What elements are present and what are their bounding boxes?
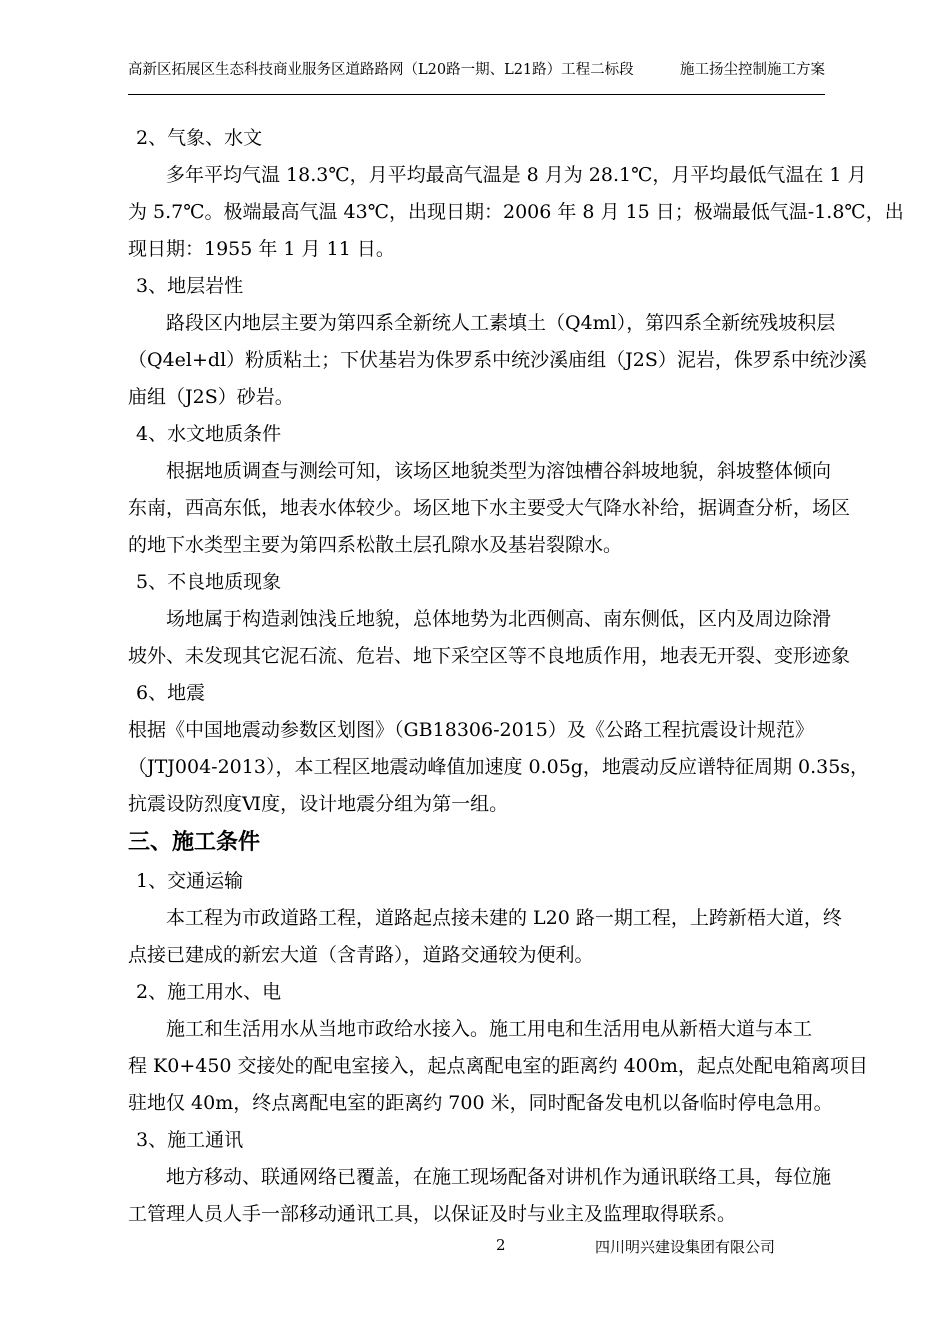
paragraph-line: 为 5.7℃。极端最高气温 43℃，出现日期：2006 年 8 月 15 日；极端最低气温-1.8℃，出 <box>128 201 904 223</box>
page-footer <box>0 1236 950 1260</box>
paragraph-line: 多年平均气温 18.3℃，月平均最高气温是 8 月为 28.1℃，月平均最低气温在 1 月 <box>166 164 867 186</box>
paragraph-line: 的地下水类型主要为第四系松散土层孔隙水及基岩裂隙水。 <box>128 534 623 556</box>
paragraph-line: 施工和生活用水从当地市政给水接入。施工用电和生活用电从新梧大道与本工 <box>166 1018 813 1040</box>
subheading-communications: 3、施工通讯 <box>136 1129 244 1151</box>
paragraph-line: 工管理人员人手一部移动通讯工具，以保证及时与业主及监理取得联系。 <box>128 1203 737 1225</box>
paragraph-line: 根据《中国地震动参数区划图》（GB18306-2015）及《公路工程抗震设计规范》 <box>128 719 814 741</box>
paragraph-line: （Q4el+dl）粉质粘土；下伏基岩为侏罗系中统沙溪庙组（J2S）泥岩，侏罗系中统沙溪 <box>128 349 867 371</box>
subheading-strata: 3、地层岩性 <box>136 275 244 297</box>
subheading-earthquake: 6、地震 <box>136 682 206 704</box>
paragraph-line: 庙组（J2S）砂岩。 <box>128 386 294 408</box>
page-number: 2 <box>496 1236 506 1254</box>
company-name: 四川明兴建设集团有限公司 <box>595 1238 776 1256</box>
section-heading: 三、施工条件 <box>128 830 261 855</box>
document-title: 施工扬尘控制施工方案 <box>680 62 825 78</box>
paragraph-line: 坡外、未发现其它泥石流、危岩、地下采空区等不良地质作用，地表无开裂、变形迹象 <box>128 645 851 667</box>
paragraph-line: 场地属于构造剥蚀浅丘地貌，总体地势为北西侧高、南东侧低，区内及周边除滑 <box>166 608 832 630</box>
paragraph-line: 根据地质调查与测绘可知，该场区地貌类型为溶蚀槽谷斜坡地貌，斜坡整体倾向 <box>166 460 832 482</box>
paragraph-line: （JTJ004-2013），本工程区地震动峰值加速度 0.05g，地震动反应谱特征周期 0.35s， <box>128 756 870 778</box>
paragraph-line: 程 K0+450 交接处的配电室接入，起点离配电室的距离约 400m，起点处配电箱离项目 <box>128 1055 868 1077</box>
paragraph-line: 抗震设防烈度Ⅵ度，设计地震分组为第一组。 <box>128 793 509 815</box>
subheading-water-power: 2、施工用水、电 <box>136 981 282 1003</box>
paragraph-line: 东南，西高东低，地表水体较少。场区地下水主要受大气降水补给，据调查分析，场区 <box>128 497 851 519</box>
document-body <box>128 120 904 1233</box>
page-header <box>128 60 825 95</box>
paragraph-line: 地方移动、联通网络已覆盖，在施工现场配备对讲机作为通讯联络工具，每位施 <box>166 1166 832 1188</box>
paragraph-line: 驻地仅 40m，终点离配电室的距离约 700 米，同时配备发电机以备临时停电急用。 <box>128 1092 833 1114</box>
subheading-hydrogeology: 4、水文地质条件 <box>136 423 282 445</box>
project-title: 高新区拓展区生态科技商业服务区道路路网（L20路一期、L21路）工程二标段 <box>128 62 634 78</box>
subheading-transport: 1、交通运输 <box>136 870 244 892</box>
paragraph-line: 现日期：1955 年 1 月 11 日。 <box>128 238 395 260</box>
subheading-adverse-geology: 5、不良地质现象 <box>136 571 282 593</box>
paragraph-line: 路段区内地层主要为第四系全新统人工素填土（Q4ml），第四系全新统残坡积层 <box>166 312 836 334</box>
paragraph-line: 点接已建成的新宏大道（含青路），道路交通较为便利。 <box>128 944 594 966</box>
subheading-meteorology: 2、气象、水文 <box>136 127 263 149</box>
paragraph-line: 本工程为市政道路工程，道路起点接未建的 L20 路一期工程，上跨新梧大道，终 <box>166 907 842 929</box>
